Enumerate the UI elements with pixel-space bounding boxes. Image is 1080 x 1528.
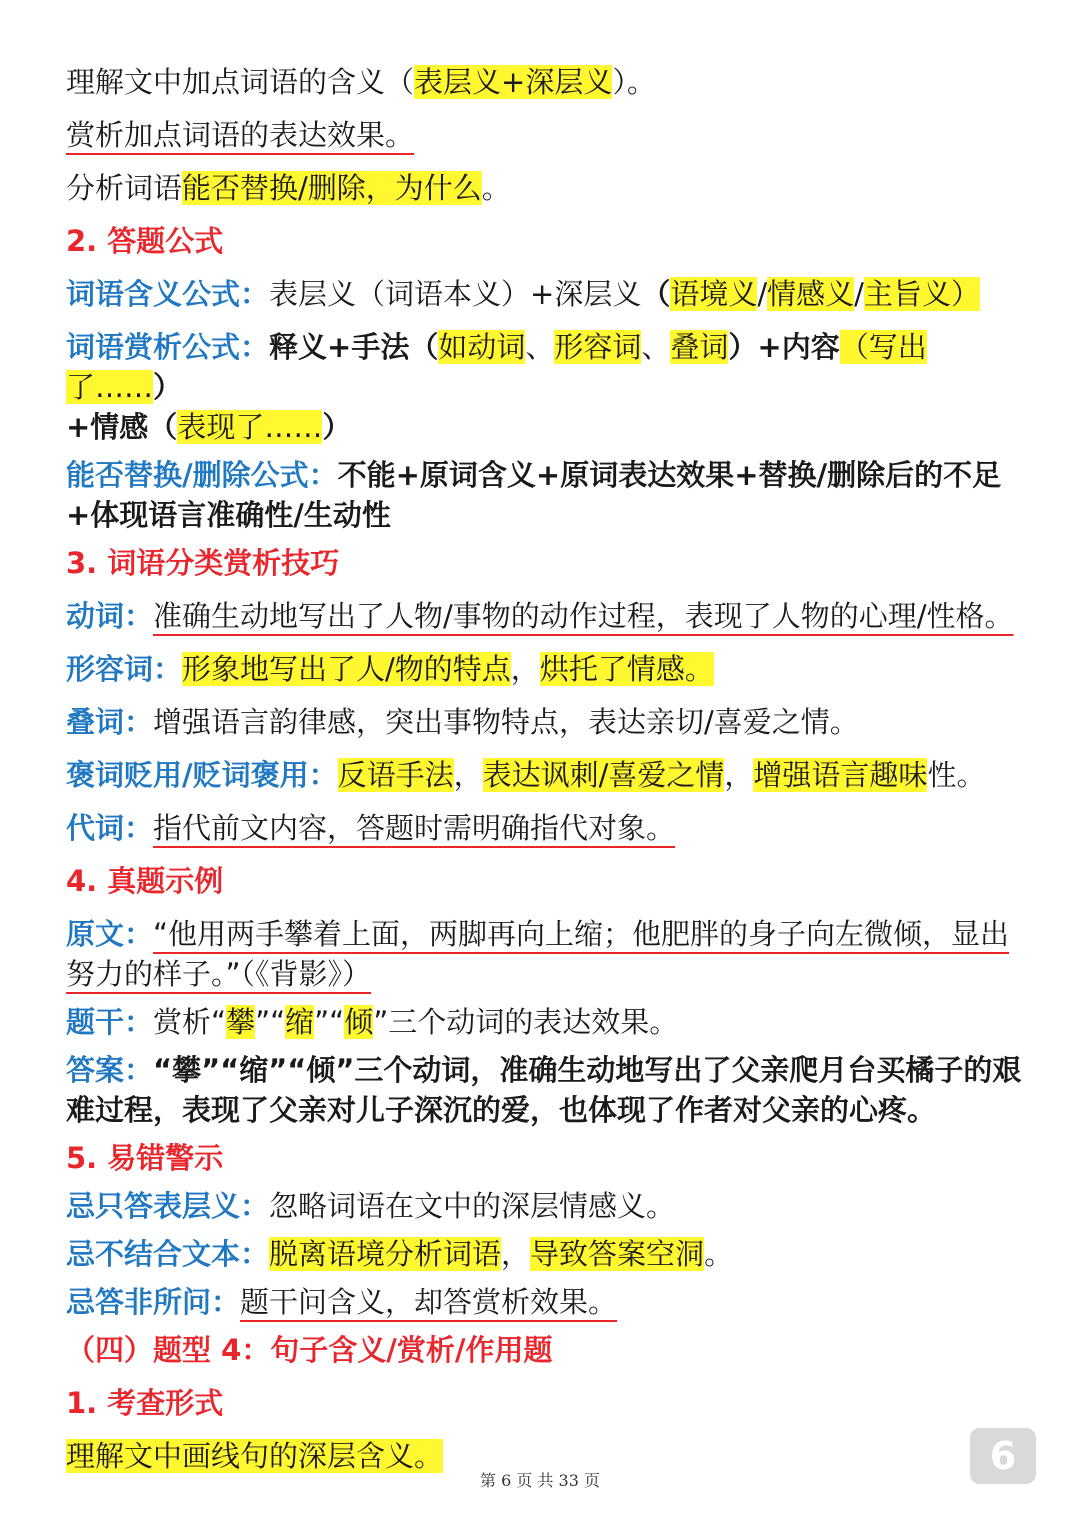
warning-2: 忌不结合文本：脱离语境分析词语，导致答案空洞。 [66, 1237, 734, 1271]
reduplication-tip: 叠词：增强语言韵律感，突出事物特点，表达亲切/喜爱之情。 [66, 705, 859, 739]
heading-answer-formula: 2. 答题公式 [66, 224, 224, 258]
heading-word-classification: 3. 词语分类赏析技巧 [66, 546, 340, 580]
heading-example: 4. 真题示例 [66, 864, 224, 898]
example-stem: 题干：赏析“攀”“缩”“倾”三个动词的表达效果。 [66, 1005, 679, 1039]
section4-line-1: 理解文中画线句的深层含义。 [66, 1439, 444, 1473]
document-page [66, 62, 1026, 1476]
intro-line-1: 理解文中加点词语的含义（表层义+深层义）。 [66, 65, 656, 99]
verb-tip: 动词：准确生动地写出了人物/事物的动作过程，表现了人物的心理/性格。 [66, 599, 1014, 633]
replace-formula: 能否替换/删除公式：不能+原词含义+原词表达效果+替换/删除后的不足+体现语言准确性/生动性 [66, 458, 1002, 532]
meaning-formula: 词语含义公式：表层义（词语本义）+深层义（语境义/情感义/主旨义） [66, 277, 980, 311]
example-original: 原文：“他用两手攀着上面，两脚再向上缩；他肥胖的身子向左微倾，显出努力的样子。”（《背影》） [66, 917, 1010, 991]
intro-line-3: 分析词语能否替换/删除，为什么。 [66, 171, 511, 205]
irony-tip: 褒词贬用/贬词褒用：反语手法，表达讽刺/喜爱之情，增强语言趣味性。 [66, 758, 986, 792]
heading-warning: 5. 易错警示 [66, 1141, 224, 1175]
heading-exam-form: 1. 考查形式 [66, 1386, 224, 1420]
example-answer: 答案：“攀”“缩”“倾”三个动词，准确生动地写出了父亲爬月台买橘子的艰难过程，表现了父亲对儿子深沉的爱，也体现了作者对父亲的心疼。 [66, 1053, 1022, 1127]
appreciation-formula: 词语赏析公式：释义+手法（如动词、形容词、叠词）+内容（写出了……） +情感（表现了……） [66, 330, 927, 444]
heading-section-4: （四）题型 4：句子含义/赏析/作用题 [66, 1333, 553, 1367]
page-footer: 第 6 页 共 33 页 [480, 1471, 600, 1490]
adjective-tip: 形容词：形象地写出了人/物的特点，烘托了情感。 [66, 652, 714, 686]
page-number-badge: 6 [970, 1428, 1036, 1484]
pronoun-tip: 代词：指代前文内容，答题时需明确指代对象。 [66, 811, 676, 845]
warning-3: 忌答非所问：题干问含义，却答赏析效果。 [66, 1285, 618, 1319]
warning-1: 忌只答表层义：忽略词语在文中的深层情感义。 [66, 1189, 676, 1223]
intro-line-2: 赏析加点词语的表达效果。 [66, 118, 415, 152]
